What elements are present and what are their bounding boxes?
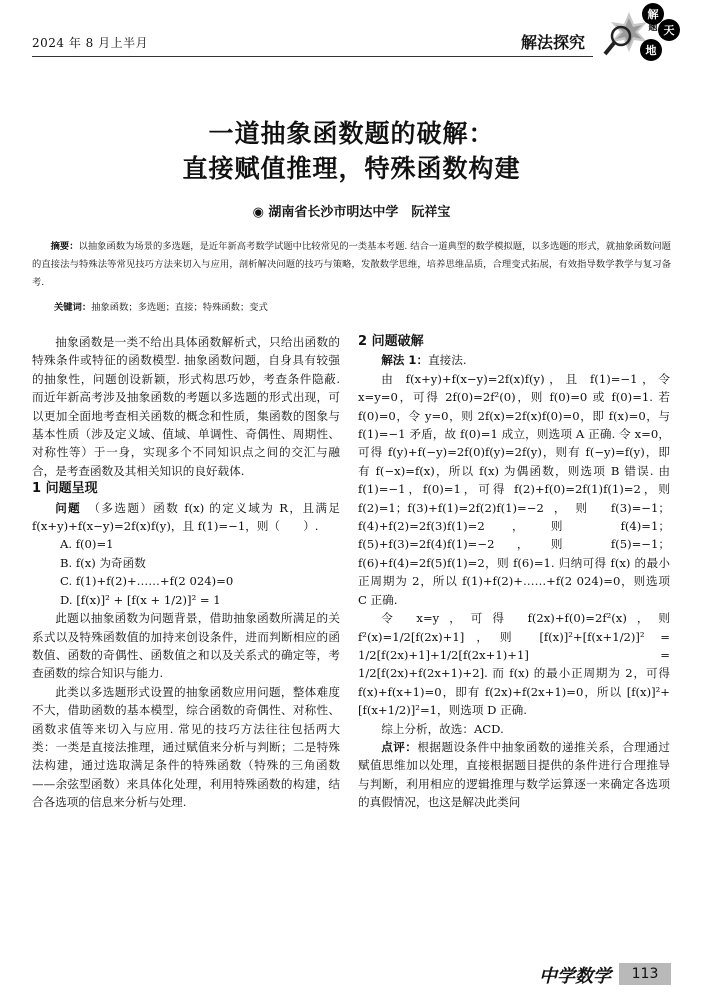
problem-text: （多选题）函数 f(x) 的定义域为 R，且满足 f(x+y)+f(x−y)=2f(x)f(y)，且 f(1)=−1，则（ ）. xyxy=(32,500,340,534)
issue-date: 2024 年 8 月上半月 xyxy=(32,36,149,50)
column-badge-icon xyxy=(591,0,691,70)
problem-label: 问题 xyxy=(55,500,82,515)
keywords-label: 关键词： xyxy=(54,302,92,313)
section-2-heading: 2 问题破解 xyxy=(358,334,424,349)
solution-paragraph-2: 令 x=y，可得 f(2x)+f(0)=2f²(x)，则 f²(x)=1/2[f(2x)+1]，则 [f(x)]²+[f(x+1/2)]² = 1/2[f(2x)+1]+1/2[f(2x+1)+1] = 1/2[f(2x)+f(2x+1)+2]. 而 f(x) 的最小正周期为 2，可得 f(x)+f(x+1)=0，即有 f(2x)+f(2x+1)=0，所以 [f(x)]²+[f(x+1/2)]²=1，则选项 D 正确. xyxy=(358,611,670,718)
analysis-paragraph-1: 此题以抽象函数为问题背景，借助抽象函数所满足的关系式以及特殊函数值的加持来创设条件，进而判断相应的函数值、函数的奇偶性、函数值之和以及关系式的确定等，考查函数的综合知识与能力. xyxy=(32,611,340,681)
column-name: 解法探究 xyxy=(520,33,585,52)
solution-paragraph-1: 由 f(x+y)+f(x−y)=2f(x)f(y)，且 f(1)=−1，令 x=y=0，可得 2f(0)=2f²(0)，则 f(0)=0 或 f(0)=1. 若 f(0)=0，令 y=0，则 2f(x)=2f(x)f(0)=0，即 f(x)=0，与 f(1)=−1 矛盾，故 f(0)=1 成立，则选项 A 正确. 令 x=0，可得 f(y)+f(−y)=2f(0)f(y)=2f(y)，则有 f(−y)=f(y)，即有 f(−x)=f(x)，所以 f(x) 为偶函数，则选项 B 错误. 由 f(1)=−1，f(0)=1，可得 f(2)+f(0)=2f(1)f(1)=2，则 f(2)=1；f(3)+f(1)=2f(2)f(1)=−2，则 f(3)=−1；f(4)+f(2)=2f(3)f(1)=2，则 f(4)=1；f(5)+f(3)=2f(4)f(1)=−2，则 f(5)=−1；f(6)+f(4)=2f(5)f(1)=2，则 f(6)=1. 归纳可得 f(x) 的最小正周期为 2，所以 f(1)+f(2)+……+f(2 024)=0，则选项 C 正确. xyxy=(358,371,670,607)
section-1-heading: 1 问题呈现 xyxy=(32,481,98,497)
intro-paragraph: 抽象函数是一类不给出具体函数解析式，只给出函数的特殊条件或特征的函数模型. 抽象函数问题，自身具有较强的抽象性，问题创设新颖，形式构思巧妙，考查条件隐蔽. 而近年新高考涉及抽象函数的考题以多选题的形式出现，可以更加全面地考查相关函数的概念和性质，集函数的图象与基本性质（涉及定义域、值域、单调性、奇偶性、周期性、对称性等）于一身，实现多个不同知识点之间的交汇与融合，是考查函数及其相关知识的良好载体. xyxy=(32,335,340,478)
author-line: ◉ 湖南省长沙市明达中学 阮祥宝 xyxy=(252,205,451,220)
right-column xyxy=(358,333,670,812)
problem-paragraph xyxy=(32,499,340,536)
method-1-heading xyxy=(358,351,670,369)
page-number: 113 xyxy=(619,963,671,985)
analysis-paragraph-2: 此类以多选题形式设置的抽象函数应用问题，整体难度不大，借助函数的基本模型，综合函数的奇偶性、对称性、函数求值等来切入与应用. 常见的技巧方法往往包括两大类：一类是直接法推理，通过赋值来分析与判断；二是特殊法构建，通过选取满足条件的特殊函数（特殊的三角函数——余弦型函数）来具体化处理，利用特殊函数的构建，结合各选项的信息来分析与处理. xyxy=(32,684,340,810)
header-rule xyxy=(32,56,593,57)
method-name: 直接法. xyxy=(428,353,467,368)
option-c: C. f(1)+f(2)+……+f(2 024)=0 xyxy=(60,574,234,589)
abstract xyxy=(32,238,671,292)
keywords xyxy=(54,299,268,313)
abstract-text: 以抽象函数为场景的多选题，是近年新高考数学试题中比较常见的一类基本考题. 结合一道典型的数学模拟题，以多选题的形式，就抽象函数问题的直接法与特殊法等常见技巧方法来切入与应用，剖析解决问题的技巧与策略，发散数学思维，培养思维品质，合理变式拓展，有效指导数学教学与复习备考. xyxy=(32,241,671,288)
badge-char-3: 天 xyxy=(663,24,675,37)
abstract-label: 摘要： xyxy=(50,241,79,252)
comment-paragraph xyxy=(358,738,670,812)
left-column xyxy=(32,333,340,812)
article-title-line1: 一道抽象函数题的破解： xyxy=(208,119,495,148)
comment-text: 根据题设条件中抽象函数的递推关系，合理通过赋值思维加以处理，直接根据题目提供的条件进行合理推导与判断，利用相应的逻辑推理与数学运算逐一来确定各选项的真假情况，也这是解决此类问 xyxy=(358,739,670,810)
article-title-line2: 直接赋值推理，特殊函数构建 xyxy=(182,154,521,183)
keywords-text: 抽象函数；多选题；直接；特殊函数；变式 xyxy=(91,302,268,313)
option-a: A. f(0)=1 xyxy=(60,537,114,552)
badge-char-2: 题 xyxy=(648,23,658,33)
badge-char-1: 解 xyxy=(647,8,659,21)
option-b: B. f(x) 为奇函数 xyxy=(60,555,146,570)
method-label: 解法 1： xyxy=(381,353,429,368)
journal-logo: 中学数学 xyxy=(539,966,611,987)
comment-label: 点评： xyxy=(381,739,418,754)
option-d: D. [f(x)]² + [f(x + 1/2)]² = 1 xyxy=(60,592,221,607)
summary-line: 综上分析，故选：ACD. xyxy=(381,721,504,736)
badge-char-4: 地 xyxy=(645,44,657,57)
